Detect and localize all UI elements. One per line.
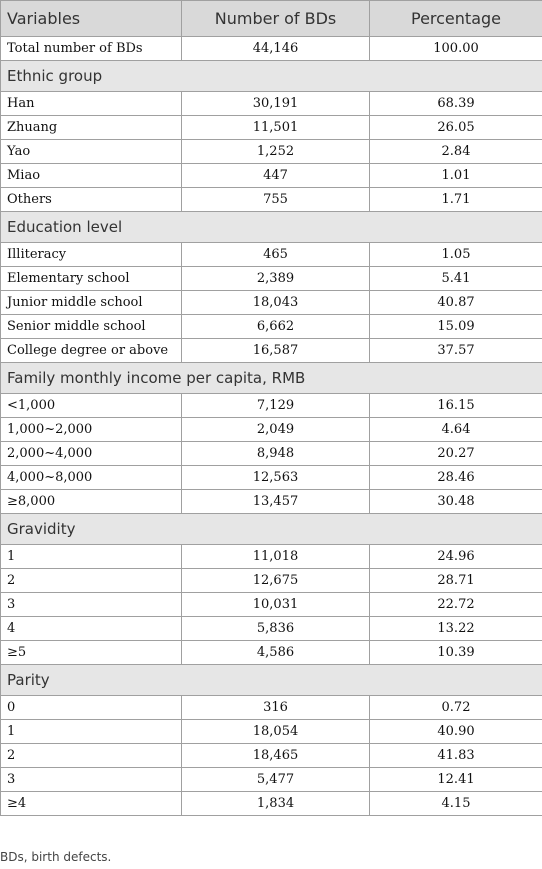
- table-row: [1, 116, 542, 140]
- table-row: [1, 243, 542, 267]
- row-label: 1: [1, 720, 182, 744]
- table-row: [1, 394, 542, 418]
- table-row: [1, 339, 542, 363]
- row-percentage: 20.27: [370, 442, 542, 466]
- row-label: 4: [1, 617, 182, 641]
- row-count: 7,129: [182, 394, 370, 418]
- header-variables: Variables: [1, 1, 182, 37]
- row-label: ≥8,000: [1, 490, 182, 514]
- table-body: [1, 37, 542, 816]
- table-row: [1, 291, 542, 315]
- row-label: Elementary school: [1, 267, 182, 291]
- table-row: [1, 418, 542, 442]
- section-row: [1, 514, 542, 545]
- row-count: 1,834: [182, 792, 370, 816]
- table-row: [1, 164, 542, 188]
- row-label: College degree or above: [1, 339, 182, 363]
- table-row: [1, 188, 542, 212]
- row-count: 10,031: [182, 593, 370, 617]
- table-row: [1, 466, 542, 490]
- table-row: [1, 92, 542, 116]
- row-count: 5,477: [182, 768, 370, 792]
- row-label: 2: [1, 744, 182, 768]
- section-row: [1, 212, 542, 243]
- row-label: Illiteracy: [1, 243, 182, 267]
- row-label: Total number of BDs: [1, 37, 182, 61]
- row-label: 3: [1, 593, 182, 617]
- table-row: [1, 617, 542, 641]
- section-title: Ethnic group: [1, 61, 542, 92]
- row-percentage: 41.83: [370, 744, 542, 768]
- table-row: [1, 696, 542, 720]
- row-label: Yao: [1, 140, 182, 164]
- row-count: 755: [182, 188, 370, 212]
- table-row: [1, 442, 542, 466]
- row-percentage: 5.41: [370, 267, 542, 291]
- header-percentage: Percentage: [370, 1, 542, 37]
- section-row: [1, 363, 542, 394]
- row-percentage: 68.39: [370, 92, 542, 116]
- row-label: ≥5: [1, 641, 182, 665]
- section-title: Gravidity: [1, 514, 542, 545]
- row-count: 5,836: [182, 617, 370, 641]
- table-row: [1, 545, 542, 569]
- row-percentage: 40.87: [370, 291, 542, 315]
- table-row: [1, 593, 542, 617]
- table-row: [1, 140, 542, 164]
- header-number-of-bds: Number of BDs: [182, 1, 370, 37]
- section-row: [1, 61, 542, 92]
- row-count: 1,252: [182, 140, 370, 164]
- row-count: 11,501: [182, 116, 370, 140]
- row-count: 2,389: [182, 267, 370, 291]
- table-footnote: BDs, birth defects.: [0, 850, 112, 864]
- row-count: 44,146: [182, 37, 370, 61]
- row-count: 8,948: [182, 442, 370, 466]
- table-row: [1, 641, 542, 665]
- row-percentage: 4.15: [370, 792, 542, 816]
- row-count: 465: [182, 243, 370, 267]
- row-label: Zhuang: [1, 116, 182, 140]
- row-label: 1,000~2,000: [1, 418, 182, 442]
- section-row: [1, 665, 542, 696]
- row-percentage: 100.00: [370, 37, 542, 61]
- row-label: Others: [1, 188, 182, 212]
- table-row: [1, 569, 542, 593]
- row-percentage: 13.22: [370, 617, 542, 641]
- row-label: 2,000~4,000: [1, 442, 182, 466]
- row-label: ≥4: [1, 792, 182, 816]
- row-percentage: 26.05: [370, 116, 542, 140]
- table-row: [1, 267, 542, 291]
- header-row: [1, 1, 542, 37]
- row-label: 1: [1, 545, 182, 569]
- row-percentage: 16.15: [370, 394, 542, 418]
- row-count: 2,049: [182, 418, 370, 442]
- row-count: 12,675: [182, 569, 370, 593]
- row-label: 3: [1, 768, 182, 792]
- row-percentage: 40.90: [370, 720, 542, 744]
- row-count: 30,191: [182, 92, 370, 116]
- table-row: [1, 37, 542, 61]
- row-label: 0: [1, 696, 182, 720]
- row-percentage: 1.05: [370, 243, 542, 267]
- row-label: Senior middle school: [1, 315, 182, 339]
- row-percentage: 4.64: [370, 418, 542, 442]
- row-percentage: 1.01: [370, 164, 542, 188]
- row-count: 447: [182, 164, 370, 188]
- row-label: 2: [1, 569, 182, 593]
- row-percentage: 30.48: [370, 490, 542, 514]
- table-row: [1, 720, 542, 744]
- row-count: 316: [182, 696, 370, 720]
- row-label: Miao: [1, 164, 182, 188]
- row-count: 13,457: [182, 490, 370, 514]
- row-count: 6,662: [182, 315, 370, 339]
- row-percentage: 2.84: [370, 140, 542, 164]
- table-row: [1, 490, 542, 514]
- table-row: [1, 315, 542, 339]
- table-row: [1, 744, 542, 768]
- row-percentage: 24.96: [370, 545, 542, 569]
- row-count: 12,563: [182, 466, 370, 490]
- section-title: Education level: [1, 212, 542, 243]
- section-title: Parity: [1, 665, 542, 696]
- row-percentage: 15.09: [370, 315, 542, 339]
- row-percentage: 37.57: [370, 339, 542, 363]
- row-percentage: 28.71: [370, 569, 542, 593]
- row-count: 18,465: [182, 744, 370, 768]
- table-row: [1, 768, 542, 792]
- row-count: 4,586: [182, 641, 370, 665]
- table-row: [1, 792, 542, 816]
- row-percentage: 10.39: [370, 641, 542, 665]
- row-label: Han: [1, 92, 182, 116]
- row-percentage: 0.72: [370, 696, 542, 720]
- row-count: 18,054: [182, 720, 370, 744]
- row-percentage: 22.72: [370, 593, 542, 617]
- row-count: 16,587: [182, 339, 370, 363]
- row-count: 11,018: [182, 545, 370, 569]
- row-percentage: 12.41: [370, 768, 542, 792]
- row-label: 4,000~8,000: [1, 466, 182, 490]
- row-count: 18,043: [182, 291, 370, 315]
- section-title: Family monthly income per capita, RMB: [1, 363, 542, 394]
- row-percentage: 28.46: [370, 466, 542, 490]
- row-label: <1,000: [1, 394, 182, 418]
- row-label: Junior middle school: [1, 291, 182, 315]
- row-percentage: 1.71: [370, 188, 542, 212]
